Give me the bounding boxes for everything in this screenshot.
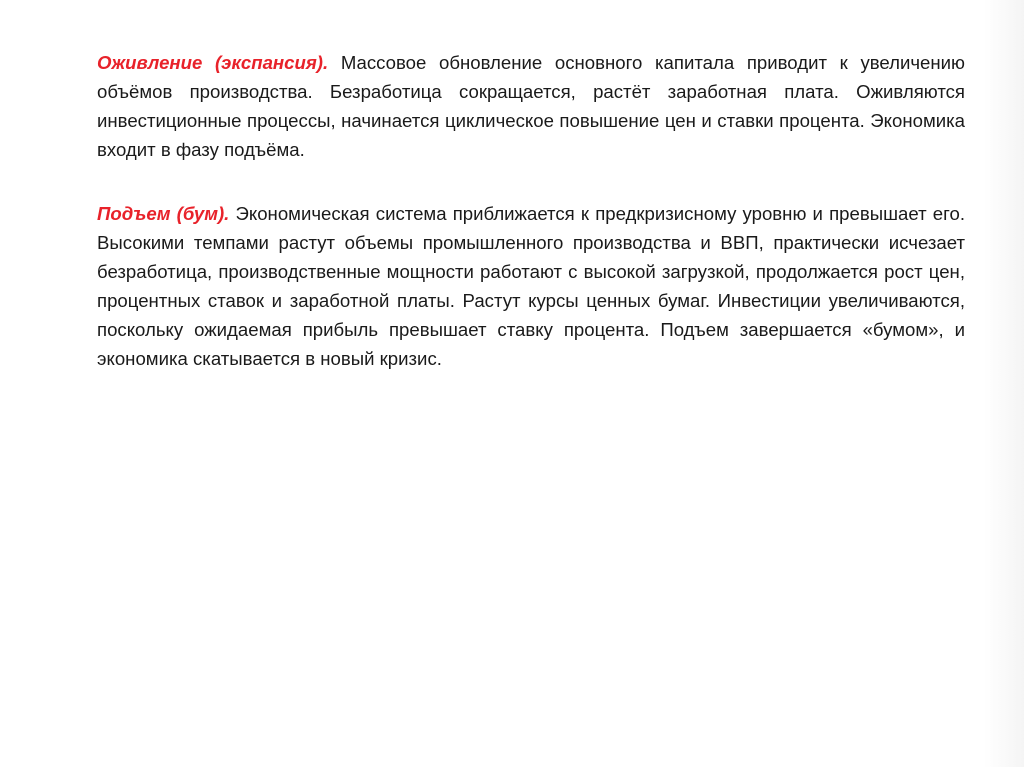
term-expansion: Оживление (экспансия).: [97, 52, 329, 73]
paragraph-expansion-text: Массовое обновление основного капитала приводит к увеличению объёмов производства. Безработица сокращается, растёт заработная плата. Оживляются инвестиционные процессы, начинается циклическое повышение цен и ставки процента. Экономика входит в фазу подъёма.: [97, 52, 965, 160]
slide-content: [97, 48, 965, 373]
page-edge-shadow: [984, 0, 1024, 767]
term-boom: Подъем (бум).: [97, 203, 230, 224]
paragraph-boom: [97, 199, 965, 373]
paragraph-boom-text: Экономическая система приближается к предкризисному уровню и превышает его. Высокими темпами растут объемы промышленного производства и ВВП, практически исчезает безработица, производственные мощности работают с высокой загрузкой, продолжается рост цен, процентных ставок и заработной платы. Растут курсы ценных бумаг. Инвестиции увеличиваются, поскольку ожидаемая прибыль превышает ставку процента. Подъем завершается «бумом», и экономика скатывается в новый кризис.: [97, 203, 965, 369]
paragraph-expansion: [97, 48, 965, 164]
